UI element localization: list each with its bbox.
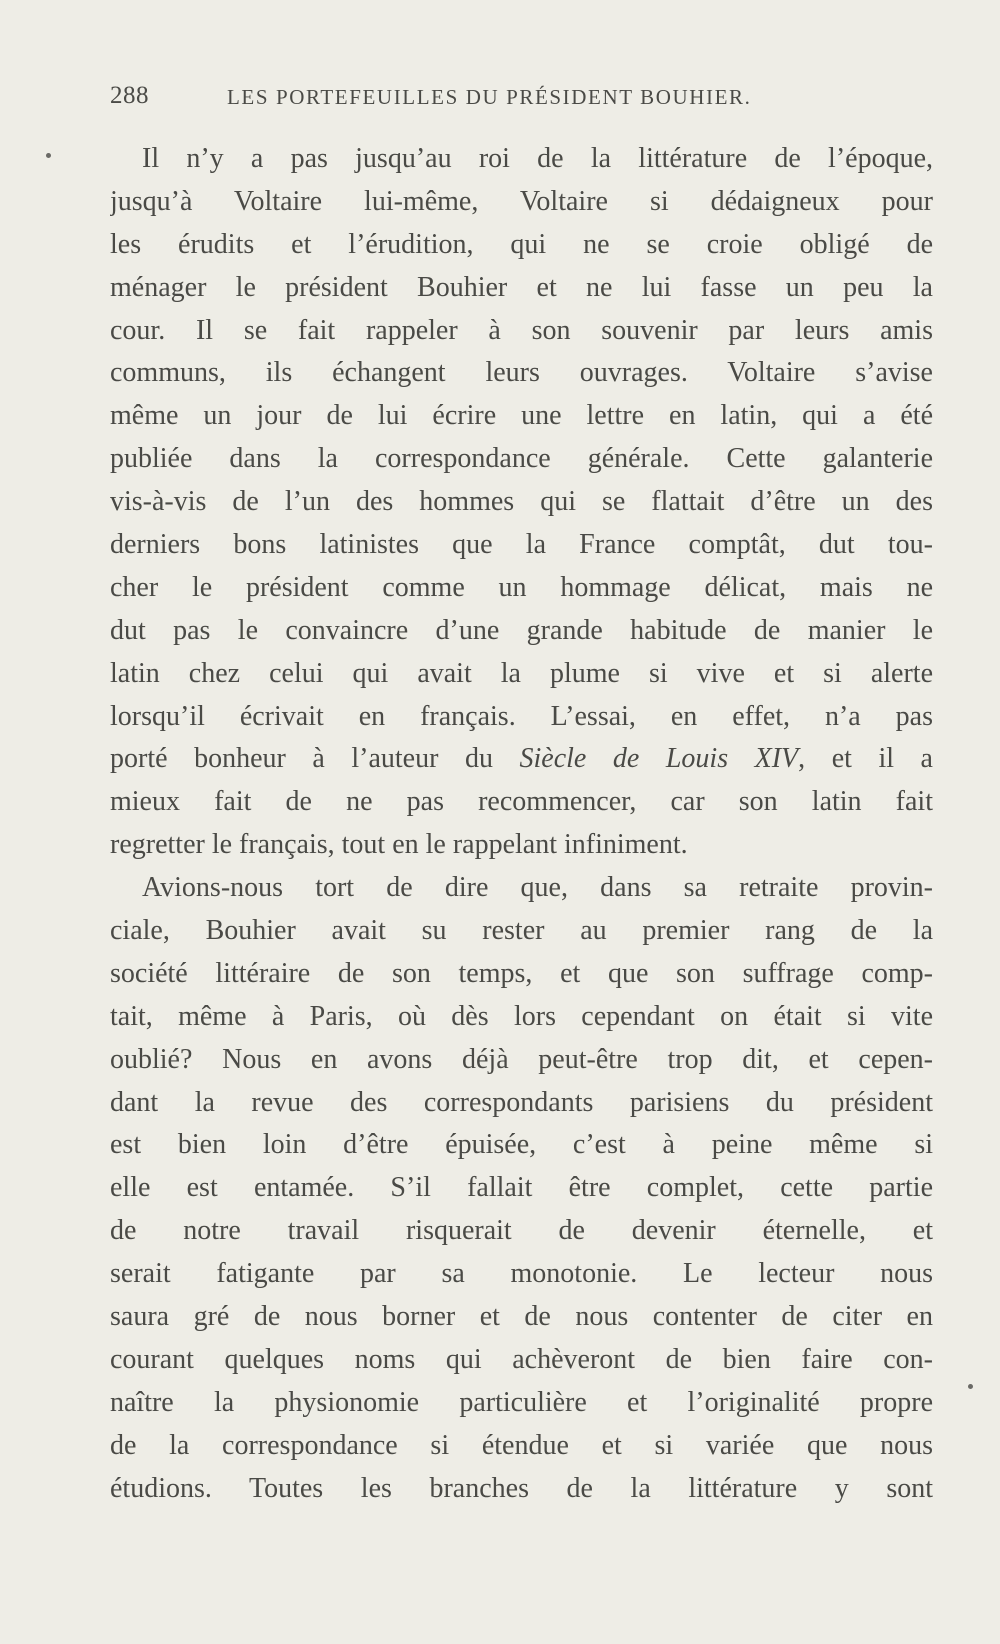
text-line: dant la revue des correspondants parisiens du président: [110, 1086, 933, 1118]
text-line: serait fatigante par sa monotonie. Le lecteur nous: [110, 1258, 933, 1290]
text-line: saura gré de nous borner et de nous contenter de citer en: [110, 1301, 933, 1333]
text-line: vis-à-vis de l’un des hommes qui se flattait d’être un des: [110, 486, 933, 518]
text-line: cher le président comme un hommage délicat, mais ne: [110, 571, 933, 603]
text-line: société littéraire de son temps, et que son suffrage comp-: [110, 957, 933, 989]
text-line: les érudits et l’érudition, qui ne se croie obligé de: [110, 228, 933, 260]
text-line: ciale, Bouhier avait su rester au premier rang de la: [110, 915, 933, 947]
text-line: courant quelques noms qui achèveront de bien faire con-: [110, 1343, 933, 1375]
book-title-italic: Siècle de Louis XIV: [519, 743, 799, 775]
running-head: LES PORTEFEUILLES DU PRÉSIDENT BOUHIER.: [227, 85, 752, 109]
text-line: même un jour de lui écrire une lettre en latin, qui a été: [110, 400, 933, 432]
text-line: publiée dans la correspondance générale. Cette galanterie: [110, 443, 933, 475]
text-line: ménager le président Bouhier et ne lui fasse un peu la: [110, 271, 933, 303]
text-line: tait, même à Paris, où dès lors cependant on était si vite: [110, 1000, 933, 1032]
text-line: oublié? Nous en avons déjà peut-être trop dit, et cepen-: [110, 1043, 933, 1075]
text-line: derniers bons latinistes que la France comptât, dut tou-: [110, 529, 933, 561]
text-line: elle est entamée. S’il fallait être complet, cette partie: [110, 1172, 933, 1204]
text-line: regretter le français, tout en le rappelant infiniment.: [110, 829, 688, 861]
text-line: Il n’y a pas jusqu’au roi de la littérature de l’époque,: [142, 143, 933, 174]
text-line: naître la physionomie particulière et l’originalité propre: [110, 1386, 933, 1418]
text-run: , et il a: [798, 743, 933, 775]
text-line: de la correspondance si étendue et si variée que nous: [110, 1429, 933, 1461]
text-line: [110, 738, 933, 781]
page-header: [110, 82, 930, 122]
text-line: Avions-nous tort de dire que, dans sa retraite provin-: [142, 872, 933, 904]
body-text: [110, 138, 933, 1511]
text-line: communs, ils échangent leurs ouvrages. Voltaire s’avise: [110, 357, 933, 389]
text-line: lorsqu’il écrivait en français. L’essai, en effet, n’a pas: [110, 700, 933, 732]
ink-speck: [46, 153, 51, 158]
page-number: 288: [110, 82, 149, 109]
text-line: étudions. Toutes les branches de la littérature y sont: [110, 1472, 933, 1504]
text-run: porté bonheur à l’auteur du: [110, 743, 520, 775]
text-line: est bien loin d’être épuisée, c’est à peine même si: [110, 1129, 933, 1161]
text-line: jusqu’à Voltaire lui-même, Voltaire si dédaigneux pour: [110, 185, 933, 217]
text-line: cour. Il se fait rappeler à son souvenir par leurs amis: [110, 314, 933, 346]
text-line: mieux fait de ne pas recommencer, car son latin fait: [110, 786, 933, 818]
text-line: de notre travail risquerait de devenir éternelle, et: [110, 1215, 933, 1247]
ink-speck: [968, 1384, 973, 1389]
text-line: dut pas le convaincre d’une grande habitude de manier le: [110, 614, 933, 646]
text-line: latin chez celui qui avait la plume si vive et si alerte: [110, 657, 933, 689]
